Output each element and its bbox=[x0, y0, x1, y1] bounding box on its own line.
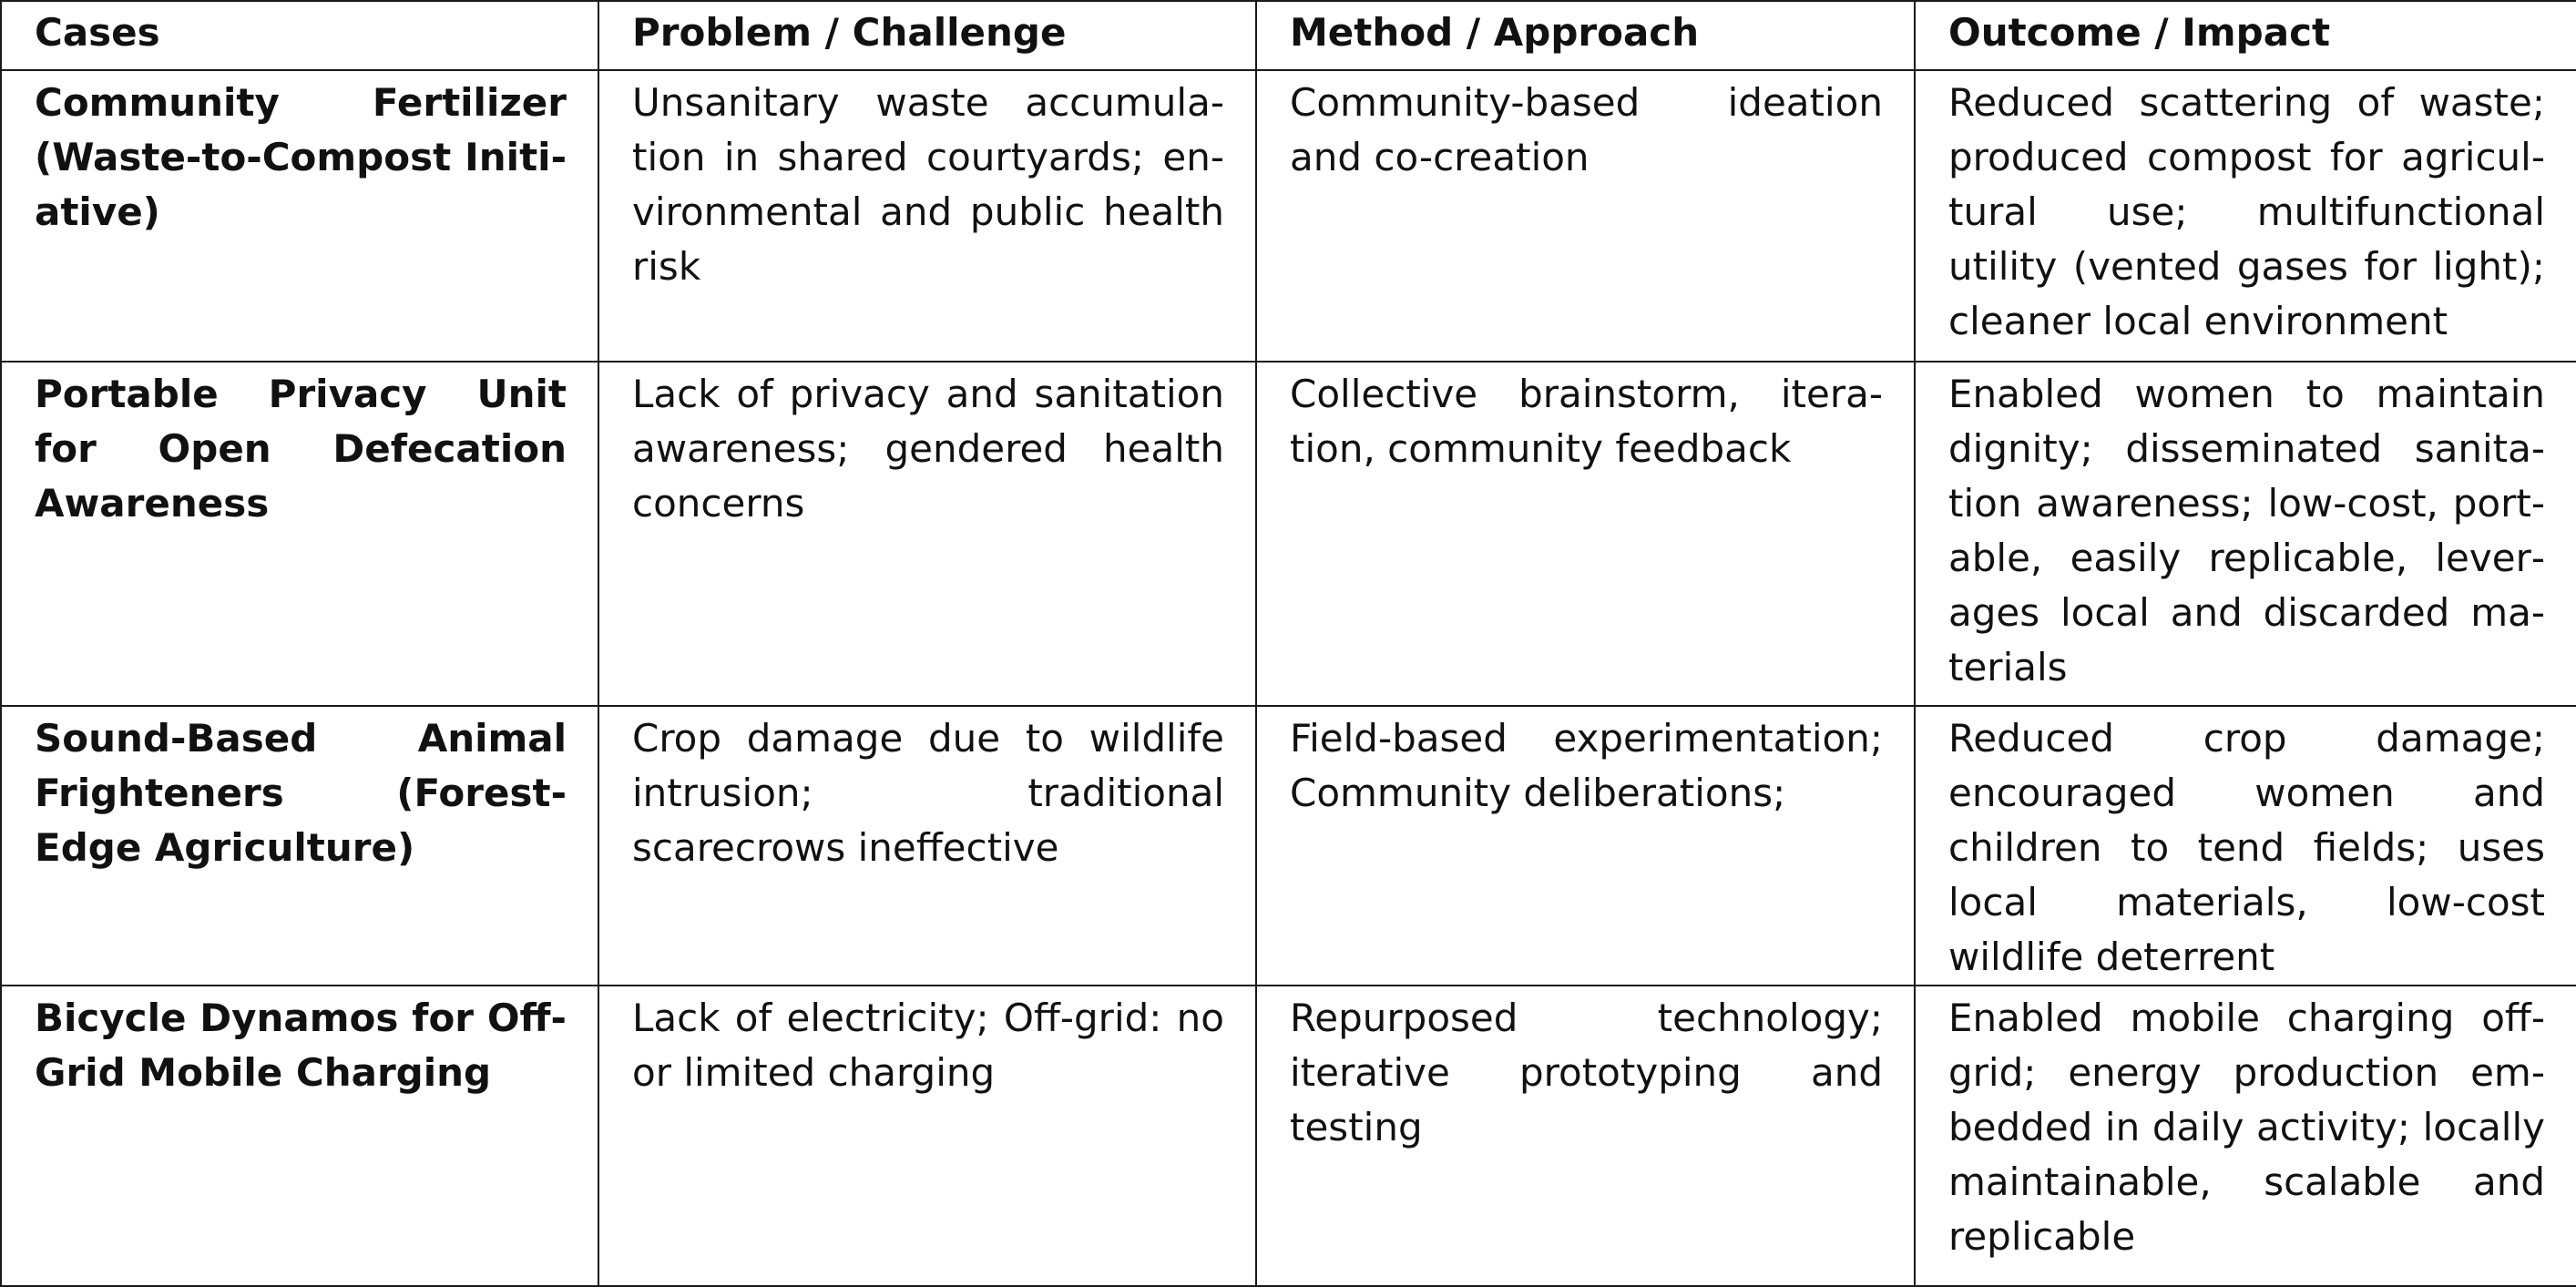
case-cell: Community Fertilizer (Waste-to-Compost Initiative) bbox=[1, 70, 598, 362]
header-cases: Cases bbox=[1, 1, 598, 70]
header-outcome: Outcome / Impact bbox=[1915, 1, 2576, 70]
header-method: Method / Approach bbox=[1256, 1, 1915, 70]
case-cell: Portable Privacy Unit for Open Defecation Awareness bbox=[1, 362, 598, 706]
method-cell: Repurposed technology; iterative prototyping and testing bbox=[1256, 986, 1915, 1286]
problem-cell: Crop damage due to wildlife intrusion; traditional scarecrows ineffective bbox=[598, 706, 1256, 986]
table-body bbox=[1, 70, 2576, 1286]
table-row bbox=[1, 70, 2576, 362]
method-cell: Community-based ideation and co-creation bbox=[1256, 70, 1915, 362]
problem-cell: Unsanitary waste accumulation in shared courtyards; environmental and public health risk bbox=[598, 70, 1256, 362]
method-cell: Collective brainstorm, iteration, community feedback bbox=[1256, 362, 1915, 706]
header-row bbox=[1, 1, 2576, 70]
case-cell: Sound-Based Animal Frighteners (Forest-Edge Agriculture) bbox=[1, 706, 598, 986]
outcome-cell: Enabled mobile charging off-grid; energy production embedded in daily activity; locally maintainable, scalable and replicable bbox=[1915, 986, 2576, 1286]
problem-cell: Lack of privacy and sanitation awareness; gendered health concerns bbox=[598, 362, 1256, 706]
problem-cell: Lack of electricity; Off-grid: no or limited charging bbox=[598, 986, 1256, 1286]
method-cell: Field-based experimentation; Community deliberations; bbox=[1256, 706, 1915, 986]
case-cell: Bicycle Dynamos for Off-Grid Mobile Charging bbox=[1, 986, 598, 1286]
header-problem: Problem / Challenge bbox=[598, 1, 1256, 70]
table-header bbox=[1, 1, 2576, 70]
outcome-cell: Reduced scattering of waste; produced compost for agricultural use; multifunctional utility (vented gases for light); cleaner local environment bbox=[1915, 70, 2576, 362]
table-row bbox=[1, 362, 2576, 706]
outcome-cell: Reduced crop damage; encouraged women and children to tend fields; uses local materials, low-cost wildlife deterrent bbox=[1915, 706, 2576, 986]
table-row bbox=[1, 706, 2576, 986]
outcome-cell: Enabled women to maintain dignity; disseminated sanitation awareness; low-cost, portable, easily replicable, leverages local and discarded materials bbox=[1915, 362, 2576, 706]
table-row bbox=[1, 986, 2576, 1286]
